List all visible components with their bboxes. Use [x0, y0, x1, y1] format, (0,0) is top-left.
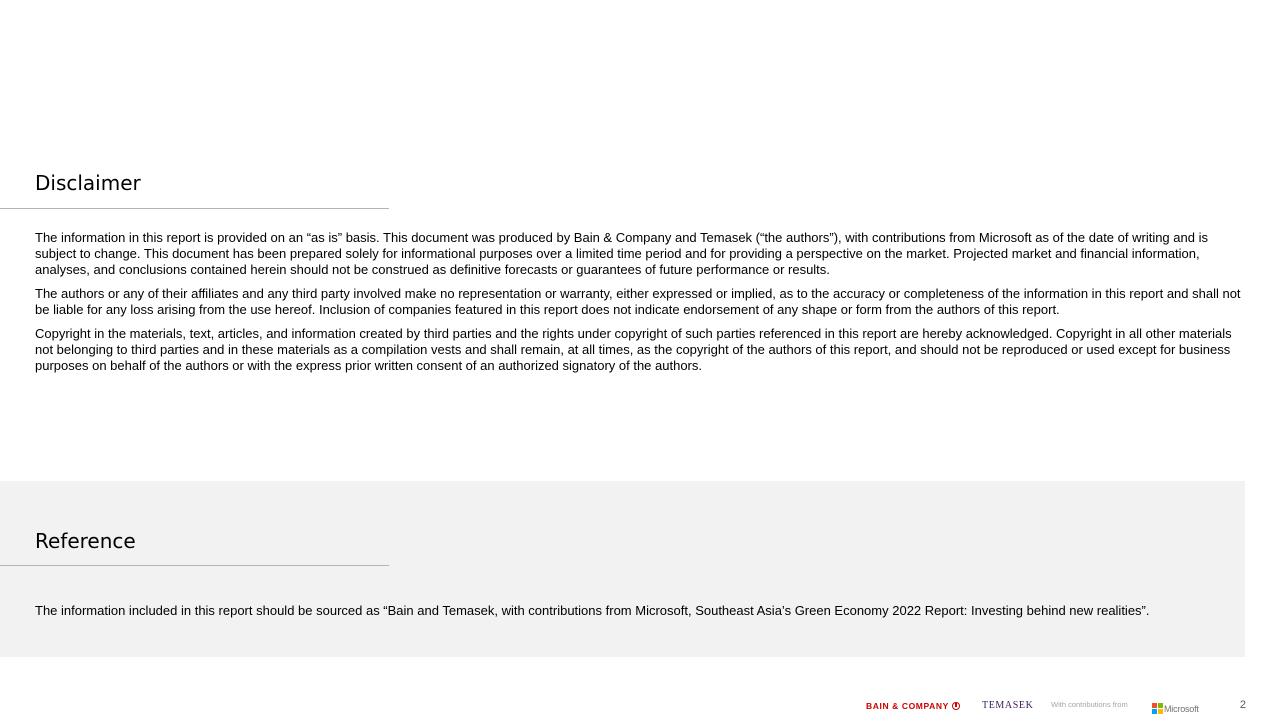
disclaimer-paragraph-2: The authors or any of their affiliates and any third party involved make no representation or warranty, either expressed or implied, as to the accuracy or completeness of the information in this report and shall not be liable for any loss arising from the use hereof. Inclusion of companies featured in this report does not indicate endorsement of any shape or form from the authors of this report. — [35, 286, 1241, 317]
microsoft-squares-icon — [1152, 703, 1163, 714]
bain-logo-text: BAIN & COMPANY — [866, 701, 949, 711]
disclaimer-heading: Disclaimer — [35, 171, 141, 195]
reference-heading: Reference — [35, 529, 136, 553]
temasek-logo — [982, 699, 1033, 713]
footer — [0, 694, 1280, 718]
reference-panel — [0, 481, 1245, 657]
contributions-label: With contributions from — [1051, 700, 1128, 709]
temasek-logo-text: TEMASEK — [982, 700, 1034, 711]
reference-body — [35, 603, 1247, 627]
bain-power-icon — [952, 702, 960, 710]
disclaimer-paragraph-3: Copyright in the materials, text, articles, and information created by third parties and the rights under copyright of such parties referenced in this report are hereby acknowledged. Copyright in all other materials not belonging to third parties and in these materials as a compilation vests and shall remain, at all times, as the copyright of the authors of this report, and should not be reproduced or used except for business purposes on behalf of the authors or with the express prior written consent of an authorized signatory of the authors. — [35, 326, 1232, 373]
microsoft-logo-text: Microsoft — [1164, 703, 1199, 714]
bain-company-logo — [866, 700, 960, 712]
microsoft-logo — [1152, 700, 1199, 712]
reference-divider — [0, 565, 389, 566]
page-number: 2 — [1239, 699, 1246, 711]
reference-paragraph: The information included in this report should be sourced as “Bain and Temasek, with contributions from Microsoft, Southeast Asia’s Green Economy 2022 Report: Investing behind new realities”. — [35, 603, 1150, 618]
disclaimer-body — [35, 230, 1247, 382]
disclaimer-divider — [0, 208, 389, 209]
disclaimer-paragraph-1: The information in this report is provided on an “as is” basis. This document was produced by Bain & Company and Temasek (“the authors”), with contributions from Microsoft as of the date of writing and is subject to change. This document has been prepared solely for informational purposes over a limited time period and for providing a perspective on the market. Projected market and financial information, analyses, and conclusions contained herein should not be construed as definitive forecasts or guarantees of future performance or results. — [35, 230, 1208, 277]
